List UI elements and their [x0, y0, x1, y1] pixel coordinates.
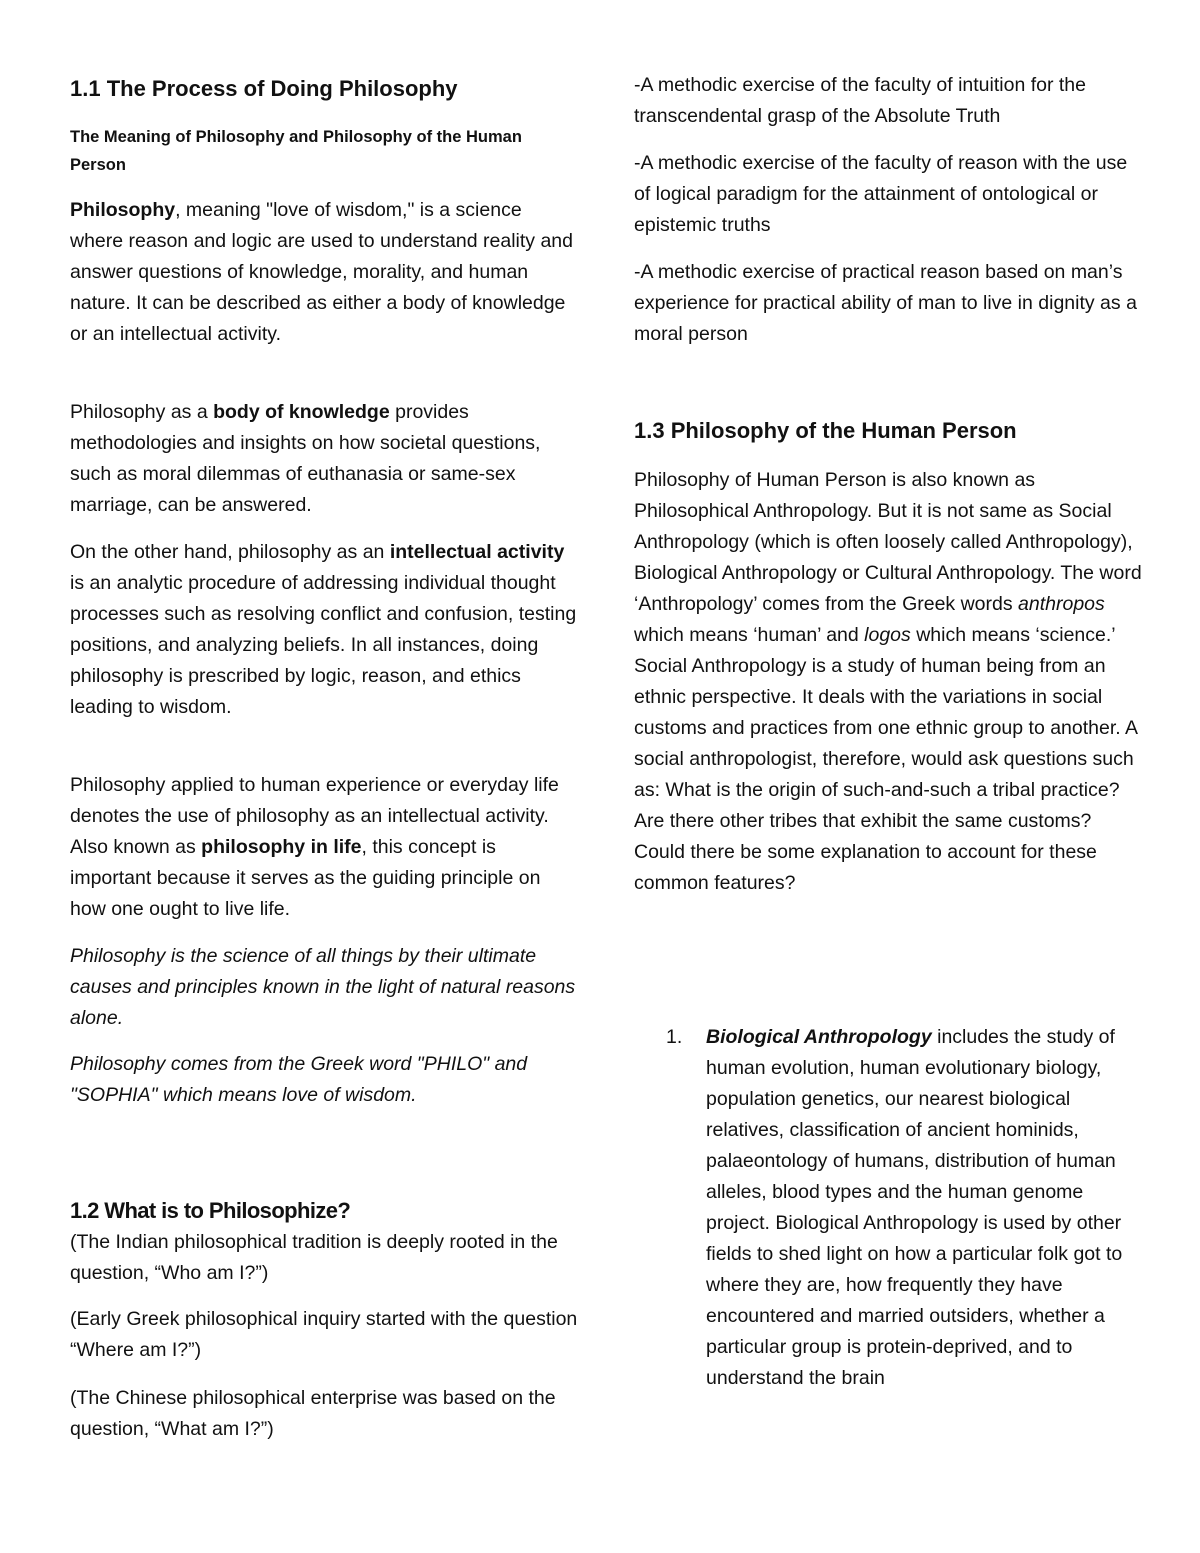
definition-reason: -A methodic exercise of the faculty of reason with the use of logical paradigm for the attainment of ontological or epistemic truths — [634, 152, 1128, 236]
question-indian-tradition: (The Indian philosophical tradition is deeply rooted in the question, “Who am I?”) — [70, 1231, 558, 1284]
heading-1-3: 1.3 Philosophy of the Human Person — [634, 418, 1017, 443]
term-intellectual-activity: intellectual activity — [389, 541, 565, 563]
paragraph-text: On the other hand, philosophy as an — [70, 541, 390, 563]
term-philosophy: Philosophy — [70, 199, 176, 221]
word-anthropos: anthropos — [1018, 593, 1105, 615]
subheading-meaning-of-philosophy: The Meaning of Philosophy and Philosophy of the Human Person — [70, 128, 522, 174]
term-philosophy-in-life: philosophy in life — [201, 836, 362, 858]
paragraph-philosophy-in-life — [70, 770, 580, 925]
list-item-number: 1. — [666, 1026, 683, 1048]
paragraph-text: , meaning "love of wisdom," is a science where reason and logic are used to understand reality and answer questions of knowledge, morality, and human nature. It can be described as either a body of knowledge or an intellectual activity. — [70, 199, 573, 345]
quote-science-of-all-things: Philosophy is the science of all things by their ultimate causes and principles known in the light of natural reasons alone. — [70, 945, 576, 1029]
list-item-text: includes the study of human evolution, human evolutionary biology, population genetics, our nearest biological relatives, classification of ancient hominids, palaeontology of humans, distribution of human alleles, blood types and the human genome project. Biological Anthropology is used by other fields to shed light on how a particular folk got to where they are, how frequently they have encountered and married outsiders, whether a particular group is protein-deprived, and to understand the brain — [706, 1026, 1123, 1389]
question-greek-inquiry: (Early Greek philosophical inquiry started with the question “Where am I?”) — [70, 1308, 578, 1361]
term-body-of-knowledge: body of knowledge — [213, 401, 390, 423]
paragraph-philosophy-definition — [70, 195, 580, 350]
paragraph-text: which means ‘human’ and — [634, 624, 865, 646]
list-item-body — [706, 1022, 1136, 1394]
definition-practical-reason: -A methodic exercise of practical reason based on man’s experience for practical ability of man to live in dignity as a moral person — [634, 261, 1137, 345]
term-biological-anthropology: Biological Anthropology — [706, 1026, 932, 1048]
paragraph-text: which means ‘science.’ Social Anthropology is a study of human being from an ethnic perspective. It deals with the variations in social customs and practices from one ethnic group to another. A social anthropologist, therefore, would ask questions such as: What is the origin of such-and-such a tribal practice? Are there other tribes that exhibit the same customs? Could there be some explanation to account for these common features? — [634, 624, 1137, 894]
paragraph-philosophical-anthropology — [634, 465, 1144, 899]
paragraph-body-of-knowledge — [70, 397, 580, 521]
paragraph-intellectual-activity — [70, 537, 580, 723]
paragraph-text: , this concept is important because it serves as the guiding principle on how one ought to live life. — [70, 836, 541, 920]
paragraph-text: is an analytic procedure of addressing individual thought processes such as resolving conflict and confusion, testing positions, and analyzing beliefs. In all instances, doing philosophy is prescribed by logic, reason, and ethics leading to wisdom. — [70, 572, 577, 718]
heading-1-2: 1.2 What is to Philosophize? — [70, 1198, 351, 1223]
heading-1-1: 1.1 The Process of Doing Philosophy — [70, 76, 458, 101]
paragraph-text: Philosophy as a — [70, 401, 214, 423]
paragraph-text: Philosophy applied to human experience or everyday life denotes the use of philosophy as an intellectual activity. Also known as — [70, 774, 559, 858]
paragraph-text: provides methodologies and insights on how societal questions, such as moral dilemmas of euthanasia or same-sex marriage, can be answered. — [70, 401, 541, 516]
quote-greek-word: Philosophy comes from the Greek word "PHILO" and "SOPHIA" which means love of wisdom. — [70, 1053, 528, 1106]
word-logos: logos — [864, 624, 911, 646]
question-chinese-enterprise: (The Chinese philosophical enterprise was based on the question, “What am I?”) — [70, 1387, 556, 1440]
paragraph-text: Philosophy of Human Person is also known as Philosophical Anthropology. But it is not same as Social Anthropology (which is often loosely called Anthropology), Biological Anthropology or Cultural Anthropology. The word ‘Anthropology’ comes from the Greek words — [634, 469, 1142, 615]
definition-intuition: -A methodic exercise of the faculty of intuition for the transcendental grasp of the Absolute Truth — [634, 74, 1086, 127]
